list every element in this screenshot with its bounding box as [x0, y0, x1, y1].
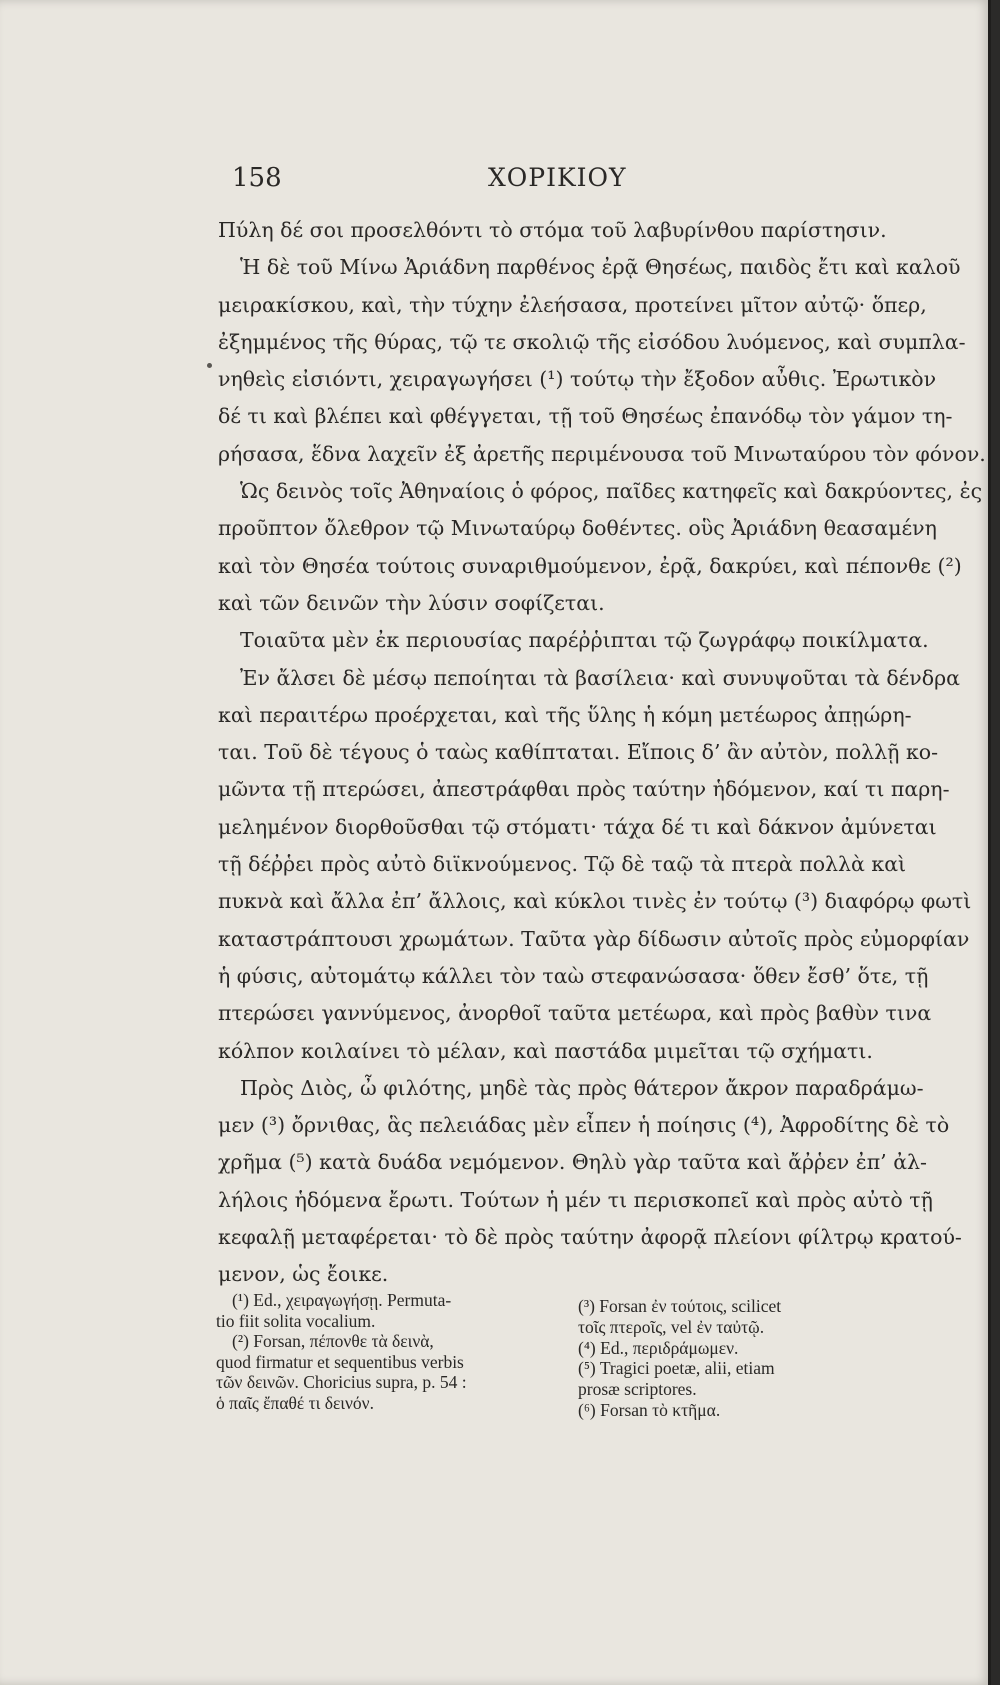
footnote-line: τοῖς πτεροῖς, vel ἐν ταὐτῷ.	[578, 1316, 765, 1337]
text-line: καταστράπτουσι χρωμάτων. Ταῦτα γὰρ δίδωσιν αὐτοῖς πρὸς εὐμορφίαν	[218, 926, 970, 951]
footnote-line: (⁵) Tragici poetæ, alii, etiam	[578, 1358, 775, 1379]
running-title: ΧΟΡΙΚΙΟΥ	[488, 163, 627, 192]
footnote-line: (⁴) Ed., περιδράμωμεν.	[578, 1337, 739, 1358]
footnote-line: (³) Forsan ἐν τούτοις, scilicet	[578, 1296, 782, 1316]
footnote-line: ὁ παῖς ἔπαθέ τι δεινόν.	[216, 1392, 374, 1413]
footnote-line: prosæ scriptores.	[578, 1379, 697, 1400]
footnote-line: (¹) Ed., χειραγωγήσῃ. Permuta-	[232, 1290, 452, 1310]
page-number: 158	[232, 163, 282, 193]
footnote-line: (²) Forsan, πέπονθε τὰ δεινὰ,	[232, 1331, 434, 1351]
text-line: Ἐν ἄλσει δὲ μέσῳ πεποίηται τὰ βασίλεια· καὶ συνυψοῦται τὰ δένδρα	[240, 665, 960, 690]
text-line: Ἡ δὲ τοῦ Μίνω Ἀριάδνη παρθένος ἐρᾷ Θησέως, παιδὸς ἔτι καὶ καλοῦ	[240, 255, 961, 280]
text-line: ἐξημμένος τῆς θύρας, τῷ τε σκολιῷ τῆς εἰσόδου λυόμενος, καὶ συμπλα-	[218, 329, 966, 354]
text-line: Ὡς δεινὸς τοῖς Ἀθηναίοις ὁ φόρος, παῖδες κατηφεῖς καὶ δακρύοντες, ἐς	[240, 479, 983, 504]
text-line: Πρὸς Διὸς, ὦ φιλότης, μηδὲ τὰς πρὸς θάτερον ἄκρον παραδράμω-	[240, 1075, 924, 1100]
text-line: Πύλη δέ σοι προσελθόντι τὸ στόμα τοῦ λαβυρίνθου παρίστησιν.	[218, 218, 887, 242]
text-line: νηθεὶς εἰσιόντι, χειραγωγήσει (¹) τούτῳ τὴν ἔξοδον αὖθις. Ἐρωτικὸν	[218, 367, 937, 392]
text-line: κεφαλῇ μεταφέρεται· τὸ δὲ πρὸς ταύτην ἀφορᾷ πλείονι φίλτρῳ κρατού-	[218, 1225, 962, 1250]
text-line: ρήσασα, ἕδνα λαχεῖν ἐξ ἀρετῆς περιμένουσα τοῦ Μινωταύρου τὸν φόνον.	[218, 441, 986, 466]
main-text	[218, 212, 986, 1294]
text-line: καὶ τῶν δεινῶν τὴν λύσιν σοφίζεται.	[218, 590, 605, 615]
footnotes-left-column	[216, 1290, 546, 1413]
text-line: μεν (³) ὄρνιθας, ἃς πελειάδας μὲν εἶπεν ἡ ποίησις (⁴), Ἀφροδίτης δὲ τὸ	[218, 1113, 950, 1138]
text-line: δέ τι καὶ βλέπει καὶ φθέγγεται, τῇ τοῦ Θησέως ἐπανόδῳ τὸν γάμον τη-	[218, 404, 953, 429]
text-line: μῶντα τῇ πτερώσει, ἀπεστράφθαι πρὸς ταύτην ἡδόμενον, καί τι παρη-	[218, 777, 950, 802]
text-line: Τοιαῦτα μὲν ἐκ περιουσίας παρέῤῥιπται τῷ ζωγράφῳ ποικίλματα.	[240, 628, 929, 653]
text-line: ἡ φύσις, αὐτομάτῳ κάλλει τὸν ταὼ στεφανώσασα· ὅθεν ἔσθ’ ὅτε, τῇ	[218, 963, 929, 988]
text-line: πτερώσει γαννύμενος, ἀνορθοῖ ταῦτα μετέωρα, καὶ πρὸς βαθὺν τινα	[218, 1001, 932, 1026]
text-line: ται. Τοῦ δὲ τέγους ὁ ταὼς καθίπταται. Εἴποις δ’ ἂν αὐτὸν, πολλῇ κο-	[218, 740, 939, 765]
text-line: προῦπτον ὄλεθρον τῷ Μινωταύρῳ δοθέντες. οὓς Ἀριάδνη θεασαμένη	[218, 516, 937, 541]
text-line: μενον, ὡς ἔοικε.	[218, 1262, 389, 1287]
margin-dot	[207, 363, 212, 368]
text-line: καὶ τὸν Θησέα τούτοις συναριθμούμενον, ἐρᾷ, δακρύει, καὶ πέπονθε (²)	[218, 553, 962, 578]
text-line: χρῆμα (⁵) κατὰ δυάδα νεμόμενον. Θηλὺ γὰρ ταῦτα καὶ ἄῤῥεν ἐπ’ ἀλ-	[218, 1150, 927, 1175]
text-line: μειρακίσκου, καὶ, τὴν τύχην ἐλεήσασα, προτείνει μῖτον αὐτῷ· ὅπερ,	[218, 292, 927, 317]
text-line: τῇ δέῤῥει πρὸς αὐτὸ διϊκνούμενος. Τῷ δὲ ταῷ τὰ πτερὰ πολλὰ καὶ	[218, 852, 907, 877]
text-line: κόλπον κοιλαίνει τὸ μέλαν, καὶ παστάδα μιμεῖται τῷ σχήματι.	[218, 1038, 873, 1063]
text-line: μελημένον διορθοῦσθαι τῷ στόματι· τάχα δέ τι καὶ δάκνον ἀμύνεται	[218, 814, 937, 839]
page-header	[232, 163, 922, 203]
text-line: πυκνὰ καὶ ἄλλα ἐπ’ ἄλλοις, καὶ κύκλοι τινὲς ἐν τούτῳ (³) διαφόρῳ φωτὶ	[218, 889, 972, 914]
footnote-line: (⁶) Forsan τὸ κτῆμα.	[578, 1399, 721, 1420]
text-line: καὶ περαιτέρω προέρχεται, καὶ τῆς ὕλης ἡ κόμη μετέωρος ἀπῃώρη-	[218, 702, 912, 727]
footnote-line: quod firmatur et sequentibus verbis	[216, 1351, 464, 1372]
page-edge-shadow	[988, 0, 991, 1685]
footnote-line: tio fiit solita vocalium.	[216, 1310, 376, 1331]
footnote-line: τῶν δεινῶν. Choricius supra, p. 54 :	[216, 1372, 467, 1392]
text-line: λήλοις ἡδόμενα ἔρωτι. Τούτων ἡ μέν τι περισκοπεῖ καὶ πρὸς αὐτὸ τῇ	[218, 1187, 933, 1212]
footnotes-right-column	[578, 1296, 923, 1421]
